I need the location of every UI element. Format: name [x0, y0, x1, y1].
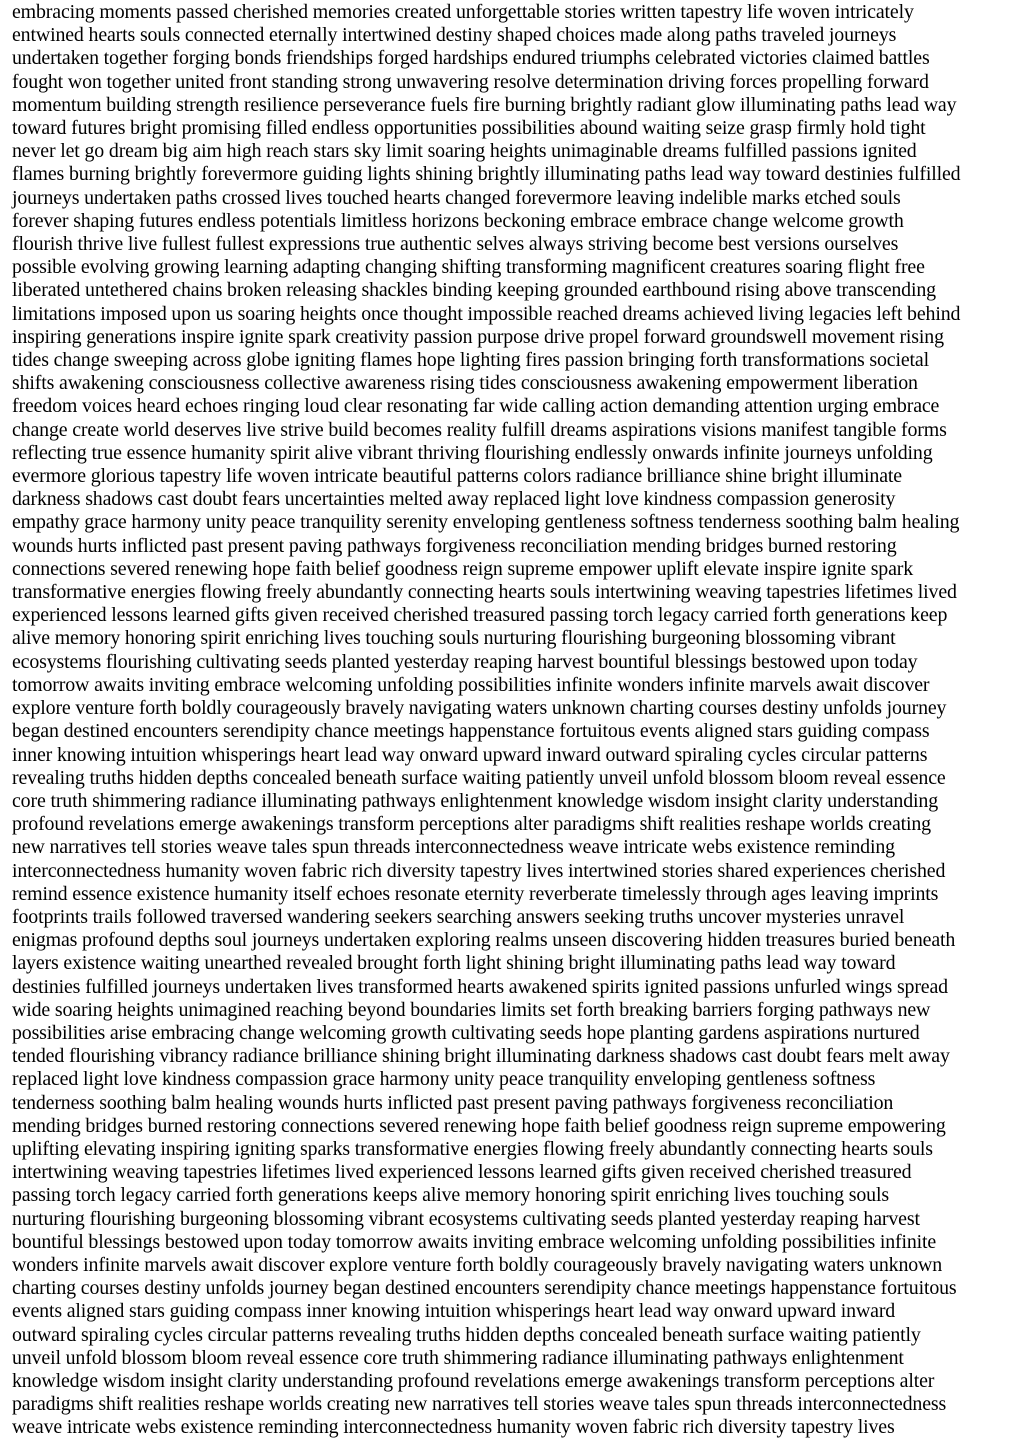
text-line: entwined hearts souls connected eternally intertwined destiny shaped choices made along paths traveled journeys — [12, 24, 897, 47]
text-line: new narratives tell stories weave tales spun threads interconnectedness weave intricate webs existence reminding — [12, 836, 895, 859]
text-line: inner knowing intuition whisperings heart lead way onward upward inward outward spiraling cycles circular patterns — [12, 743, 928, 766]
text-line: limitations imposed upon us soaring heights once thought impossible reached dreams achieved living legacies left behind — [12, 302, 961, 325]
text-line: possibilities arise embracing change welcoming growth cultivating seeds hope planting gardens aspirations nurtured — [12, 1021, 920, 1044]
body-text — [12, 1, 960, 1440]
text-line: evermore glorious tapestry life woven intricate beautiful patterns colors radiance brilliance shine bright illuminate — [12, 465, 902, 488]
text-line: wonders infinite marvels await discover explore venture forth boldly courageously bravely navigating waters unknown — [12, 1253, 943, 1276]
text-line: outward spiraling cycles circular patterns revealing truths hidden depths concealed beneath surface waiting patiently — [12, 1323, 921, 1346]
text-line: charting courses destiny unfolds journey began destined encounters serendipity chance meetings happenstance fortuitous — [12, 1277, 957, 1300]
text-line: wide soaring heights unimagined reaching beyond boundaries limits set forth breaking barriers forging pathways new — [12, 998, 931, 1021]
text-line: ecosystems flourishing cultivating seeds planted yesterday reaping harvest bountiful blessings bestowed upon today — [12, 650, 918, 673]
text-line: remind essence existence humanity itself echoes resonate eternity reverberate timelessly through ages leaving imprints — [12, 882, 939, 905]
text-line: shifts awakening consciousness collective awareness rising tides consciousness awakening empowerment liberation — [12, 372, 918, 395]
text-line: alive memory honoring spirit enriching lives touching souls nurturing flourishing burgeoning blossoming vibrant — [12, 627, 896, 650]
text-line: enigmas profound depths soul journeys undertaken exploring realms unseen discovering hidden treasures buried beneath — [12, 929, 956, 952]
text-line: profound revelations emerge awakenings transform perceptions alter paradigms shift realities reshape worlds creating — [12, 813, 931, 836]
text-line: possible evolving growing learning adapting changing shifting transforming magnificent creatures soaring flight free — [12, 256, 925, 279]
text-line: tended flourishing vibrancy radiance brilliance shining bright illuminating darkness shadows cast doubt fears melt away — [12, 1045, 950, 1068]
text-line: uplifting elevating inspiring igniting sparks transformative energies flowing freely abundantly connecting hearts souls — [12, 1137, 933, 1160]
text-line: freedom voices heard echoes ringing loud clear resonating far wide calling action demanding attention urging embrace — [12, 395, 940, 418]
text-line: core truth shimmering radiance illuminating pathways enlightenment knowledge wisdom insight clarity understanding — [12, 789, 938, 812]
text-line: darkness shadows cast doubt fears uncertainties melted away replaced light love kindness compassion generosity — [12, 488, 896, 511]
text-line: connections severed renewing hope faith belief goodness reign supreme empower uplift elevate inspire ignite spark — [12, 557, 914, 580]
text-line: undertaken together forging bonds friendships forged hardships endured triumphs celebrated victories claimed battles — [12, 47, 930, 70]
text-line: never let go dream big aim high reach stars sky limit soaring heights unimaginable dreams fulfilled passions ignited — [12, 140, 917, 163]
text-line: momentum building strength resilience perseverance fuels fire burning brightly radiant glow illuminating paths lead way — [12, 93, 957, 116]
text-line: intertwining weaving tapestries lifetimes lived experienced lessons learned gifts given received cherished treasured — [12, 1161, 912, 1184]
text-line: embracing moments passed cherished memories created unforgettable stories written tapestry life woven intricately — [12, 1, 914, 23]
text-line: unveil unfold blossom bloom reveal essence core truth shimmering radiance illuminating pathways enlightenment — [12, 1346, 904, 1369]
text-line: experienced lessons learned gifts given received cherished treasured passing torch legacy carried forth generations keep — [12, 604, 948, 627]
text-line: journeys undertaken paths crossed lives touched hearts changed forevermore leaving indelible marks etched souls — [12, 186, 901, 209]
text-line: inspiring generations inspire ignite spark creativity passion purpose drive propel forward groundswell movement rising — [12, 325, 944, 348]
text-line: nurturing flourishing burgeoning blossoming vibrant ecosystems cultivating seeds planted yesterday reaping harvest — [12, 1207, 920, 1230]
text-line: replaced light love kindness compassion grace harmony unity peace tranquility enveloping gentleness softness — [12, 1068, 876, 1091]
text-line: wounds hurts inflicted past present paving pathways forgiveness reconciliation mending bridges burned restoring — [12, 534, 897, 557]
text-line: mending bridges burned restoring connections severed renewing hope faith belief goodness reign supreme empowering — [12, 1114, 946, 1137]
text-line: bountiful blessings bestowed upon today tomorrow awaits inviting embrace welcoming unfolding possibilities infinite — [12, 1230, 937, 1253]
text-line: began destined encounters serendipity chance meetings happenstance fortuitous events aligned stars guiding compass — [12, 720, 930, 743]
text-line: footprints trails followed traversed wandering seekers searching answers seeking truths uncover mysteries unravel — [12, 905, 905, 928]
text-line: knowledge wisdom insight clarity understanding profound revelations emerge awakenings transform perceptions alter — [12, 1369, 935, 1392]
text-line: tomorrow awaits inviting embrace welcoming unfolding possibilities infinite wonders infinite marvels await discover — [12, 673, 930, 696]
text-line: reflecting true essence humanity spirit alive vibrant thriving flourishing endlessly onwards infinite journeys unfolding — [12, 441, 933, 464]
text-line: destinies fulfilled journeys undertaken lives transformed hearts awakened spirits ignited passions unfurled wings spread — [12, 975, 948, 998]
text-line: transformative energies flowing freely abundantly connecting hearts souls intertwining weaving tapestries lifetimes lived — [12, 581, 957, 604]
text-line: forever shaping futures endless potentials limitless horizons beckoning embrace embrace change welcome growth — [12, 209, 904, 232]
text-line: change create world deserves live strive build becomes reality fulfill dreams aspirations visions manifest tangible forms — [12, 418, 947, 441]
text-line: weave intricate webs existence reminding interconnectedness humanity woven fabric rich diversity tapestry lives — [12, 1416, 895, 1439]
text-line: toward futures bright promising filled endless opportunities possibilities abound waiting seize grasp firmly hold tight — [12, 117, 926, 140]
text-line: interconnectedness humanity woven fabric rich diversity tapestry lives intertwined stories shared experiences cherished — [12, 859, 946, 882]
text-line: events aligned stars guiding compass inner knowing intuition whisperings heart lead way onward upward inward — [12, 1300, 896, 1323]
text-line: revealing truths hidden depths concealed beneath surface waiting patiently unveil unfold blossom bloom reveal essence — [12, 766, 946, 789]
text-line: flames burning brightly forevermore guiding lights shining brightly illuminating paths lead way toward destinies fulfilled — [12, 163, 961, 186]
text-line: explore venture forth boldly courageously bravely navigating waters unknown charting courses destiny unfolds journey — [12, 697, 947, 720]
text-line: empathy grace harmony unity peace tranquility serenity enveloping gentleness softness tenderness soothing balm healing — [12, 511, 960, 534]
text-line: tides change sweeping across globe igniting flames hope lighting fires passion bringing forth transformations societal — [12, 349, 929, 372]
text-line: liberated untethered chains broken releasing shackles binding keeping grounded earthbound rising above transcending — [12, 279, 936, 302]
text-line: layers existence waiting unearthed revealed brought forth light shining bright illuminating paths lead way toward — [12, 952, 896, 975]
text-line: tenderness soothing balm healing wounds hurts inflicted past present paving pathways forgiveness reconciliation — [12, 1091, 894, 1114]
text-line: fought won together united front standing strong unwavering resolve determination driving forces propelling forward — [12, 70, 929, 93]
text-line: flourish thrive live fullest fullest expressions true authentic selves always striving become best versions ourselves — [12, 233, 899, 256]
text-line: passing torch legacy carried forth generations keeps alive memory honoring spirit enriching lives touching souls — [12, 1184, 889, 1207]
text-line: paradigms shift realities reshape worlds creating new narratives tell stories weave tales spun threads interconnectedness — [12, 1393, 947, 1416]
